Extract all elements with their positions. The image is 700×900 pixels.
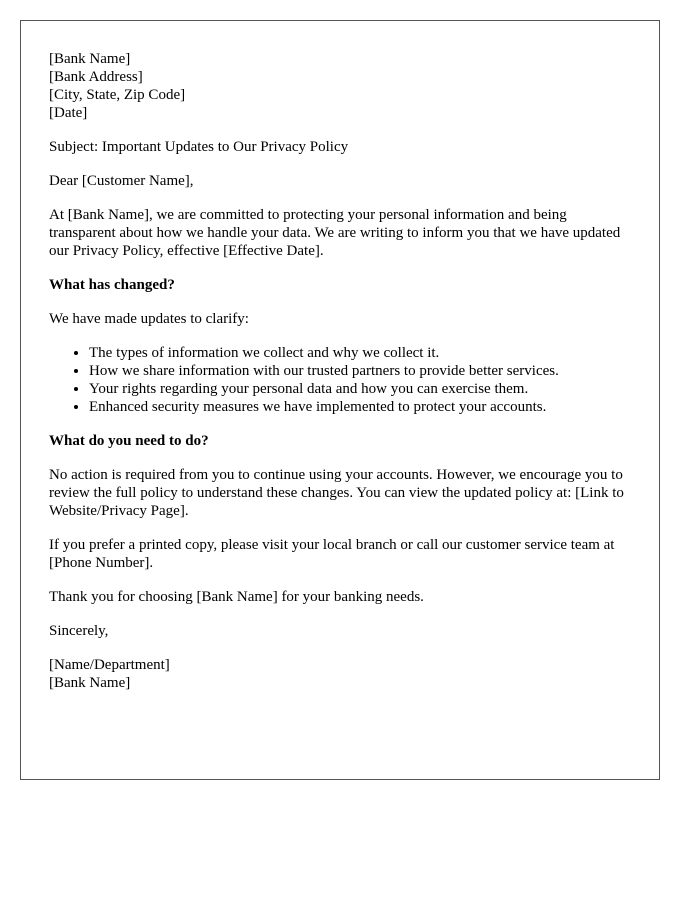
subject-line: Subject: Important Updates to Our Privacy Policy xyxy=(49,139,349,155)
letter-page xyxy=(20,20,660,780)
changes-list xyxy=(49,344,631,416)
changes-lead: We have made updates to clarify: xyxy=(49,311,249,327)
city-state-zip: [City, State, Zip Code] xyxy=(49,87,186,103)
sender-address-block xyxy=(49,50,631,122)
list-item: • How we share information with our trusted partners to provide better services. xyxy=(89,362,631,380)
bank-address: [Bank Address] xyxy=(49,69,143,85)
signature-bank-name: [Bank Name] xyxy=(49,675,131,691)
list-item: • Your rights regarding your personal data and how you can exercise them. xyxy=(89,380,631,398)
signature-block xyxy=(49,656,631,692)
list-item: • Enhanced security measures we have implemented to protect your accounts. xyxy=(89,398,631,416)
action-paragraph: No action is required from you to continue using your accounts. However, we encourage you to review the full policy to understand these changes. You can view the updated policy at: [Link to Website/Privacy Page]. xyxy=(49,467,624,519)
closing: Sincerely, xyxy=(49,623,109,639)
intro-paragraph: At [Bank Name], we are committed to protecting your personal information and being transparent about how we handle your data. We are writing to inform you that we have updated our Privacy Policy, effective [Effective Date]. xyxy=(49,207,621,259)
changes-heading: What has changed? xyxy=(49,277,175,293)
action-heading: What do you need to do? xyxy=(49,433,209,449)
printed-copy-paragraph: If you prefer a printed copy, please visit your local branch or call our customer service team at [Phone Number]. xyxy=(49,537,615,571)
letter-date: [Date] xyxy=(49,105,88,121)
list-item: • The types of information we collect and why we collect it. xyxy=(89,344,631,362)
signature-name-department: [Name/Department] xyxy=(49,657,170,673)
bank-name: [Bank Name] xyxy=(49,51,131,67)
salutation: Dear [Customer Name], xyxy=(49,173,194,189)
thanks-paragraph: Thank you for choosing [Bank Name] for your banking needs. xyxy=(49,589,424,605)
